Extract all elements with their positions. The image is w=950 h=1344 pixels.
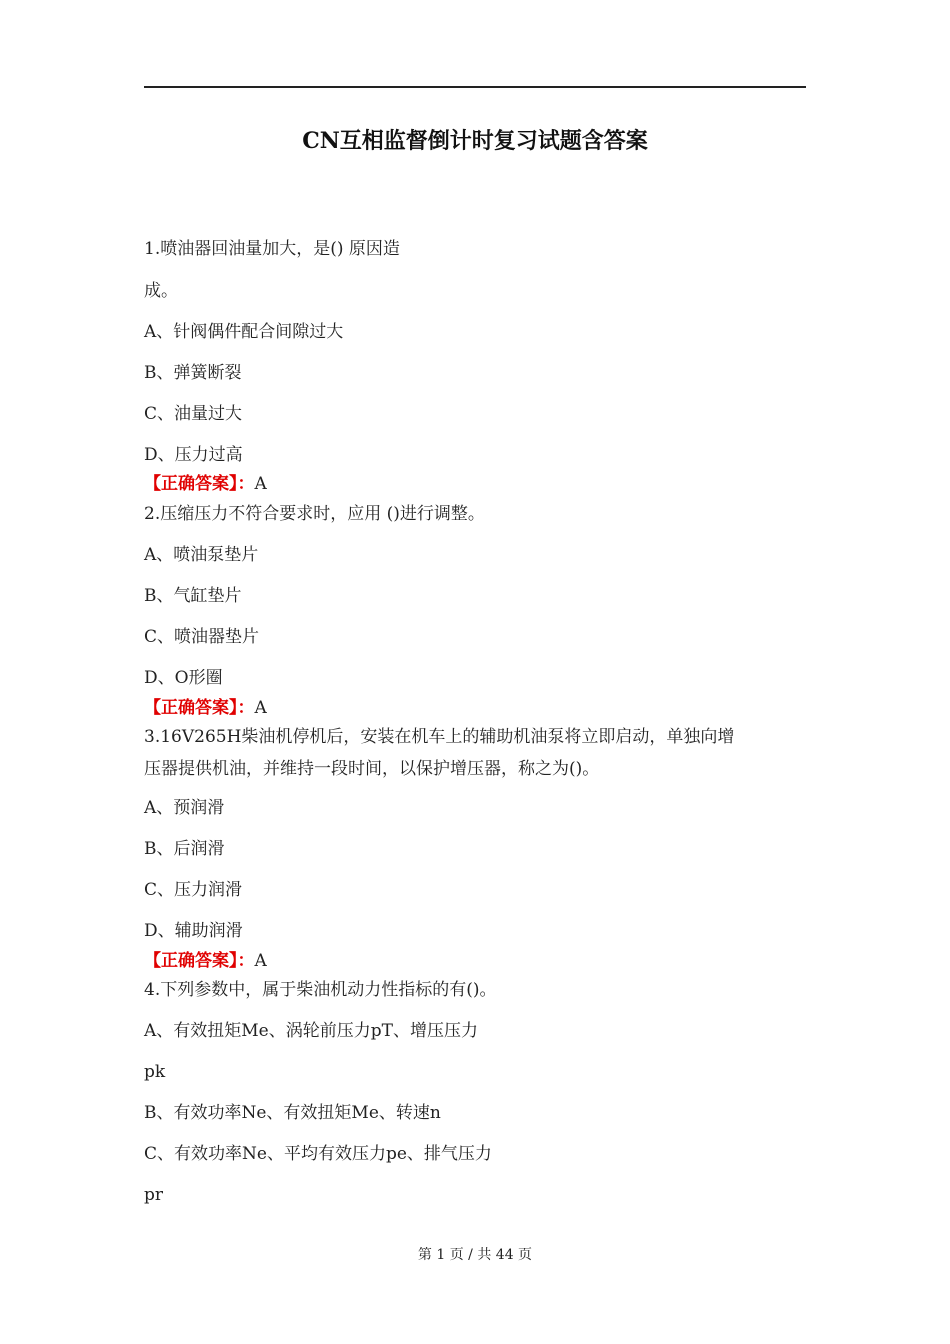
answer-label: 【正确答案】： [144, 698, 255, 718]
header-rule [144, 86, 806, 88]
q2-stem-line-1: 2.压缩压力不符合要求时，应用 ()进行调整。 [144, 504, 485, 524]
q4-option-b: B、有效功率Ne、有效扭矩Me、转速n [144, 1103, 441, 1123]
answer-value: A [254, 474, 267, 494]
q4-option-a: A、有效扭矩Me、涡轮前压力pT、增压压力 [144, 1021, 478, 1041]
q3-answer [144, 950, 267, 972]
q1-option-a: A、针阀偶件配合间隙过大 [144, 322, 344, 342]
q2-option-a: A、喷油泵垫片 [144, 545, 259, 565]
q4-stem-line-1: 4.下列参数中，属于柴油机动力性指标的有()。 [144, 980, 497, 1000]
q3-option-a: A、预润滑 [144, 798, 225, 818]
q1-answer [144, 473, 267, 495]
q1-stem-line-2: 成。 [144, 281, 178, 301]
document-title: CN互相监督倒计时复习试题含答案 [302, 128, 648, 154]
answer-label: 【正确答案】： [144, 474, 255, 494]
q3-option-c: C、压力润滑 [144, 880, 243, 900]
q2-option-b: B、气缸垫片 [144, 586, 242, 606]
answer-value: A [254, 951, 267, 971]
q3-option-d: D、辅助润滑 [144, 921, 243, 941]
q2-option-d: D、O形圈 [144, 668, 223, 688]
q4-option-a-cont: pk [144, 1062, 166, 1082]
q3-stem-line-2: 压器提供机油，并维持一段时间，以保护增压器，称之为()。 [144, 759, 600, 779]
q2-option-c: C、喷油器垫片 [144, 627, 260, 647]
q4-option-c-cont: pr [144, 1185, 164, 1205]
q1-option-d: D、压力过高 [144, 445, 243, 465]
page-footer: 第 1 页 / 共 44 页 [417, 1247, 533, 1263]
answer-label: 【正确答案】： [144, 951, 255, 971]
q3-stem-line-1: 3.16V265H柴油机停机后，安装在机车上的辅助机油泵将立即启动，单独向增 [144, 727, 735, 747]
q1-option-b: B、弹簧断裂 [144, 363, 242, 383]
q1-option-c: C、油量过大 [144, 404, 243, 424]
q4-option-c: C、有效功率Ne、平均有效压力pe、排气压力 [144, 1144, 492, 1164]
q2-answer [144, 697, 267, 719]
answer-value: A [254, 698, 267, 718]
q3-option-b: B、后润滑 [144, 839, 225, 859]
q1-stem-line-1: 1.喷油器回油量加大，是() 原因造 [144, 239, 400, 259]
